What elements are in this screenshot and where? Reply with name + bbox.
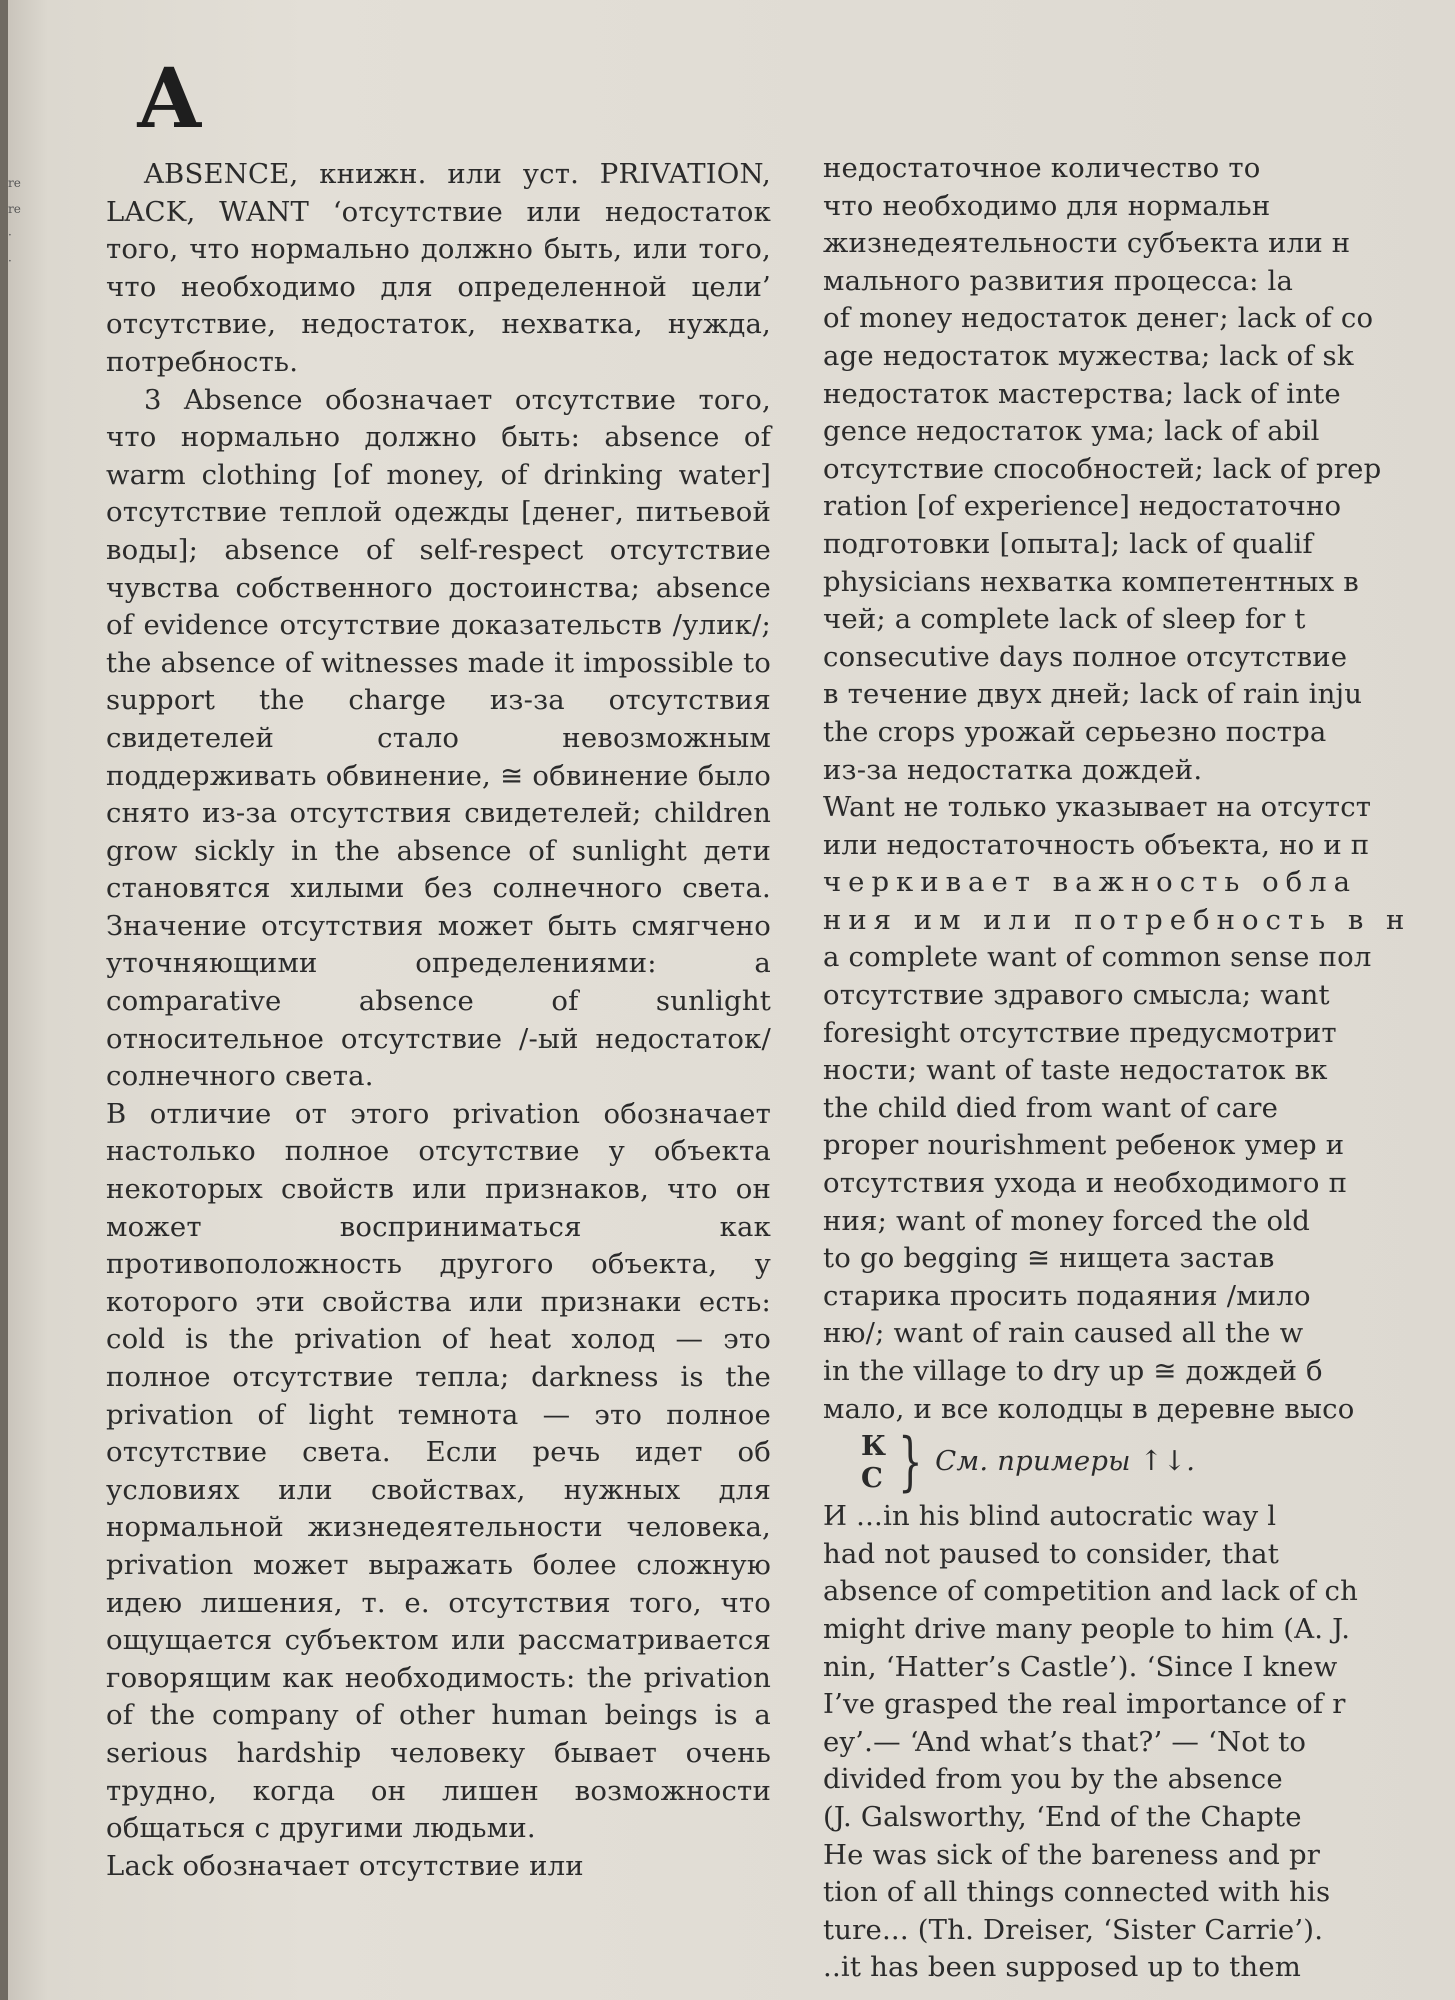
quote-line: ..it has been supposed up to them	[823, 1951, 1302, 1984]
right-line: что необходимо для нормальн	[823, 189, 1271, 222]
right-line: ности; want of taste недостаток вк	[823, 1054, 1328, 1087]
right-line: или недостаточность объекта, но и п	[823, 828, 1370, 861]
brace-symbol: }	[898, 1425, 923, 1500]
quote-line: ture... (Th. Dreiser, ‘Sister Carrie’).	[823, 1913, 1324, 1946]
right-line: a complete want of common sense пол	[823, 941, 1372, 974]
quote-line: I’ve grasped the real importance of r	[823, 1688, 1346, 1721]
quote-line: absence of competition and lack of ch	[823, 1575, 1359, 1608]
right-line: the crops урожай серьезно постра	[823, 715, 1327, 748]
right-line: отсутствия ухода и необходимого п	[823, 1167, 1348, 1200]
right-line: the child died from want of care	[823, 1091, 1279, 1124]
dictionary-page	[8, 0, 1455, 2000]
quote-line: had not paused to consider, that	[823, 1537, 1279, 1570]
quote-line: ey’.— ‘And what’s that?’ — ‘Not to	[823, 1725, 1307, 1758]
right-line: мального развития процесса: la	[823, 264, 1294, 297]
absence-paragraph: 3 Absence обозначает отсутствие того, что нормально должно быть: absence of warm clothing [of money, of drinking water] отсутствие теплой одежды [денег, питьевой воды]; absence of self-respect отсутствие чувства собственного достоинства; absence of evidence отсутствие доказательств /улик/; the absence of witnesses made it impossible to support the charge из-за отсутствия свидетелей стало невозможным поддерживать обвинение, ≅ обвинение было снято из-за отсутствия свидетелей; children grow sickly in the absence of sunlight дети становятся хилыми без солнечного света. Значение отсутствия может быть смягчено уточняющими определениями: a comparative absence of sunlight относительное отсутствие /-ый недостаток/ солнечного света.	[106, 383, 771, 1093]
right-line: черкивает важность обла	[823, 866, 1358, 899]
ks-letter-k: К	[861, 1430, 887, 1463]
right-line: of money недостаток денег; lack of co	[823, 302, 1374, 335]
right-line: foresight отсутствие предусмотрит	[823, 1016, 1337, 1049]
ks-letters	[861, 1430, 886, 1494]
quote-line: He was sick of the bareness and pr	[823, 1838, 1321, 1871]
right-line: to go begging ≅ нищета застав	[823, 1242, 1275, 1275]
entry-intro: ABSENCE, книжн. или уст. PRIVATION, LACK, WANT ‘отсутствие или недостаток того, что нормально должно быть, или того, что необходимо для определенной цели’ отсутствие, недостаток, нехватка, нужда, потребность.	[106, 158, 771, 378]
right-line: physicians нехватка компетентных в	[823, 565, 1359, 598]
right-line: age недостаток мужества; lack of sk	[823, 339, 1354, 372]
right-line: жизнедеятельности субъекта или н	[823, 227, 1351, 260]
right-column	[823, 150, 1455, 1987]
right-line: в течение двух дней; lack of rain inju	[823, 678, 1363, 711]
right-line: недостаток мастерства; lack of inte	[823, 377, 1341, 410]
right-line: proper nourishment ребенок умер и	[823, 1129, 1345, 1162]
right-line: ния им или потребность в н	[823, 903, 1412, 936]
right-line: чей; a complete lack of sleep for t	[823, 603, 1306, 636]
quote-line: divided from you by the absence	[823, 1763, 1283, 1796]
ks-letter-s: С	[861, 1462, 884, 1495]
section-letter: А	[136, 51, 203, 147]
ks-crossref	[861, 1425, 1455, 1500]
page-edge-marks: re re · ·	[8, 176, 21, 268]
right-line: из-за недостатка дождей.	[823, 753, 1203, 786]
right-line: consecutive days полное отсутствие	[823, 640, 1348, 673]
right-line: отсутствие здравого смысла; want	[823, 979, 1330, 1012]
lack-paragraph-start: Lack обозначает отсутствие или	[106, 1849, 584, 1882]
right-line: мало, и все колодцы в деревне высо	[823, 1392, 1355, 1425]
ks-crossref-text: См. примеры ↑↓.	[935, 1445, 1196, 1478]
right-line: отсутствие способностей; lack of prep	[823, 452, 1382, 485]
quote-line: nin, ‘Hatter’s Castle’). ‘Since I knew	[823, 1650, 1338, 1683]
right-line: Want не только указывает на отсутст	[823, 791, 1372, 824]
right-line: gence недостаток ума; lack of abil	[823, 415, 1320, 448]
left-column	[106, 156, 771, 1885]
quote-line: (J. Galsworthy, ‘End of the Chapte	[823, 1800, 1302, 1833]
quote-line: И ...in his blind autocratic way l	[823, 1500, 1277, 1533]
right-line: недостаточное количество то	[823, 152, 1261, 184]
right-line: старика просить подаяния /мило	[823, 1279, 1311, 1312]
right-line: in the village to dry up ≅ дождей б	[823, 1355, 1323, 1387]
privation-paragraph: В отличие от этого privation обозначает настолько полное отсутствие у объекта некоторых свойств или признаков, что он может восприниматься как противоположность другого объекта, у которого эти свойства или признаки есть: cold is the privation of heat холод — это полное отсутствие тепла; darkness is the privation of light темнота — это полное отсутствие света. Если речь идет об условиях или свойствах, нужных для нормальной жизнедеятельности человека, privation может выражать более сложную идею лишения, т. е. отсутствия того, что ощущается субъектом или рассматривается говорящим как необходимость: the privation of the company of other human beings is a serious hardship человеку бывает очень трудно, когда он лишен возможности общаться с другими людьми.	[106, 1097, 771, 1845]
right-line: ню/; want of rain caused all the w	[823, 1317, 1304, 1350]
right-line: ния; want of money forced the old	[823, 1204, 1311, 1237]
quote-line: might drive many people to him (A. J.	[823, 1612, 1351, 1645]
right-line: подготовки [опыта]; lack of qualif	[823, 527, 1313, 560]
right-line: ration [of experience] недостаточно	[823, 490, 1342, 523]
quote-line: tion of all things connected with his	[823, 1876, 1331, 1909]
